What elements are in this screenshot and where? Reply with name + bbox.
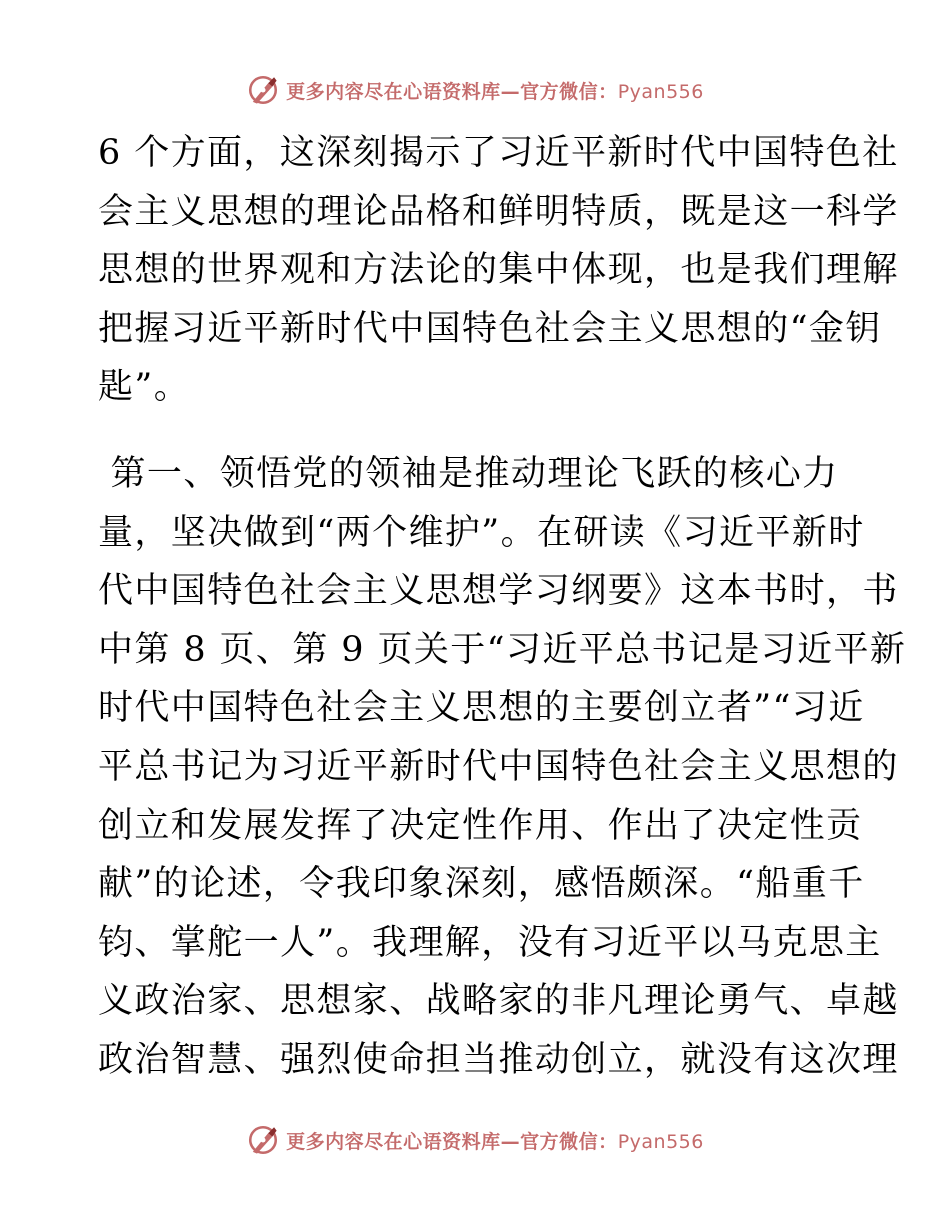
header-banner [0, 72, 950, 108]
text-line: 会主义思想的理论品格和鲜明特质，既是这一科学 [98, 191, 899, 232]
text-line: 时代中国特色社会主义思想的主要创立者”“习近 [98, 688, 865, 729]
text-line: 政治智慧、强烈使命担当推动创立，就没有这次理 [98, 1039, 899, 1080]
pen-circle-icon [246, 1123, 280, 1157]
text-line: 思想的世界观和方法论的集中体现，也是我们理解 [98, 250, 899, 291]
header-wechat-id: Pyan556 [617, 80, 704, 103]
text-line: 中第 8 页、第 9 页关于“习近平总书记是习近平新 [98, 629, 907, 670]
header-separator: — [500, 80, 521, 103]
paragraph-1 [98, 124, 899, 417]
text-line: 献”的论述，令我印象深刻，感悟颇深。“船重千 [98, 864, 865, 905]
footer-brand: 更多内容尽在心语资料库 [286, 1130, 501, 1153]
header-text [286, 77, 704, 104]
paragraph-gap [98, 417, 853, 445]
text-line: 义政治家、思想家、战略家的非凡理论勇气、卓越 [98, 981, 899, 1022]
text-line: 把握习近平新时代中国特色社会主义思想的“金钥 [98, 308, 882, 349]
text-line: 代中国特色社会主义思想学习纲要》这本书时，书 [98, 571, 899, 612]
text-line: 6 个方面，这深刻揭示了习近平新时代中国特色社 [98, 133, 899, 173]
text-line: 量，坚决做到“两个维护”。在研读《习近平新时 [98, 512, 865, 553]
document-body [98, 124, 907, 1090]
footer-wechat-label: 官方微信： [520, 1130, 618, 1153]
header-wechat-label: 官方微信： [520, 80, 618, 103]
text-line: 钧、掌舵一人”。我理解，没有习近平以马克思主 [98, 922, 882, 963]
text-line: 创立和发展发挥了决定性作用、作出了决定性贡 [98, 805, 863, 846]
footer-banner [0, 1122, 950, 1158]
pen-circle-icon [246, 73, 280, 107]
text-line: 第一、领悟党的领袖是推动理论飞跃的核心力 [98, 453, 839, 494]
header-brand: 更多内容尽在心语资料库 [286, 80, 501, 103]
text-line: 匙”。 [98, 367, 191, 408]
footer-separator: — [500, 1130, 521, 1153]
text-line: 平总书记为习近平新时代中国特色社会主义思想的 [98, 746, 899, 787]
footer-wechat-id: Pyan556 [617, 1130, 704, 1153]
footer-text [286, 1127, 704, 1154]
paragraph-2 [98, 445, 907, 1090]
